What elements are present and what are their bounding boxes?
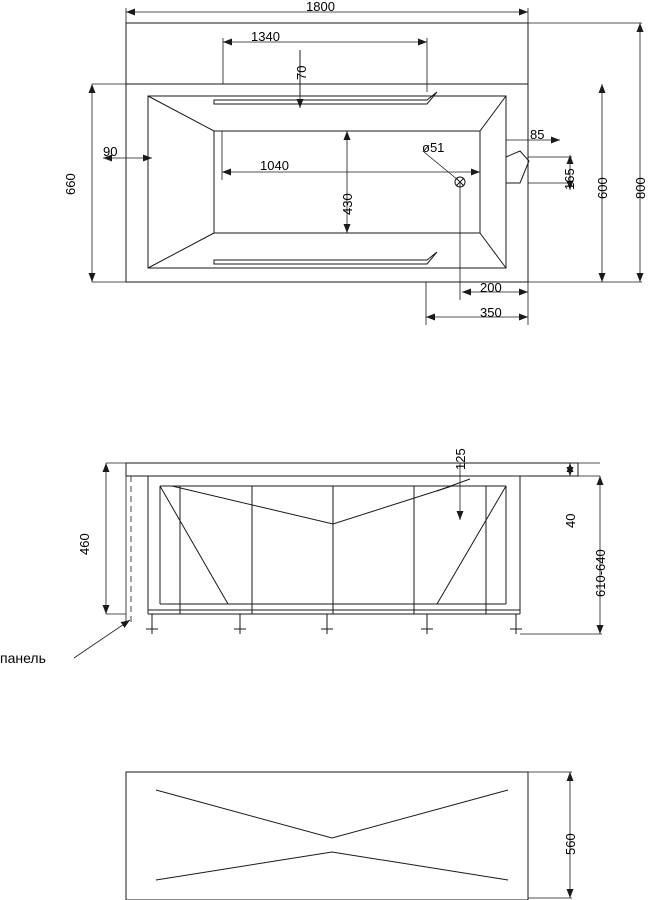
dim-leg-range: 610-640 [593,549,608,597]
dim-inner-width: 1040 [260,158,289,173]
dim-drain-offset-bottom-2: 350 [480,305,502,320]
dim-overall-width-right-inner: 600 [595,177,610,199]
top-view-dimension-lines [92,8,642,325]
dim-drain-offset-vertical: 430 [340,193,355,215]
dim-edge-right: 85 [530,127,545,142]
dim-edge-left: 90 [103,144,118,159]
dim-drain-offset-bottom-1: 200 [480,280,502,295]
front-view-geometry [126,463,578,634]
dim-end-width: 560 [563,833,578,855]
dim-drain-offset-side: 165 [562,168,577,190]
label-panel: панель [0,650,46,666]
dim-overall-width-right: 800 [633,177,648,199]
dim-drain-diameter: ø51 [422,140,445,155]
top-view-geometry [126,23,529,282]
dim-inner-length: 1340 [251,29,280,44]
dim-overall-width-left: 660 [63,173,78,195]
dim-rim-offset: 125 [453,448,468,470]
dim-rim-thickness: 40 [563,513,578,528]
dim-edge-top: 70 [294,65,309,80]
dim-overall-length: 1800 [306,0,335,14]
dim-height: 460 [77,533,92,555]
end-view-geometry [126,772,528,900]
